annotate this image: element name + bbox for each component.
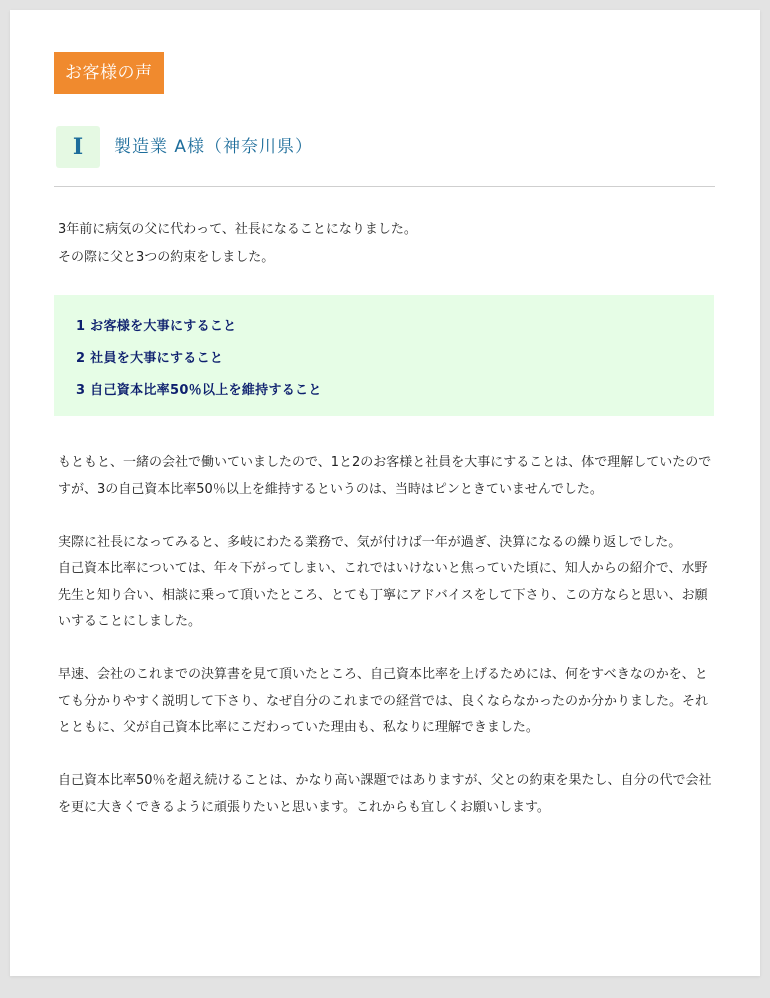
promise-item: 3 自己資本比率50％以上を維持すること <box>76 383 322 398</box>
testimonial-card <box>10 10 760 976</box>
promise-list <box>54 295 714 407</box>
testimonial-body <box>58 450 718 821</box>
testimonial-number: I <box>56 126 100 168</box>
intro-text <box>58 216 713 272</box>
promise-item: 2 社員を大事にすること <box>76 351 224 366</box>
body-paragraph: 自己資本比率については、年々下がってしまい、これではいけないと焦っていた頃に、知人からの紹介で、水野先生と知り合い、相談に乗って頂いたところ、とても丁寧にアドバイスをして下さり、この方ならと思い、お願いすることにしました。 <box>58 561 708 629</box>
intro-line: 3年前に病気の父に代わって、社長になることになりました。 <box>58 222 417 237</box>
promise-box <box>54 295 714 416</box>
testimonial-title: 製造業 A様（神奈川県） <box>114 137 314 157</box>
body-paragraph: 早速、会社のこれまでの決算書を見て頂いたところ、自己資本比率を上げるためには、何をすべきなのかを、とても分かりやすく説明して下さり、なぜ自分のこれまでの経営では、良くならなかったのか分かりました。それとともに、父が自己資本比率にこだわっていた理由も、私なりに理解できました。 <box>58 667 709 735</box>
testimonial-heading <box>54 126 715 187</box>
intro-line: その際に父と3つの約束をしました。 <box>58 250 275 265</box>
section-label: お客様の声 <box>54 52 164 94</box>
body-paragraph: もともと、一緒の会社で働いていましたので、1と2のお客様と社員を大事にすることは、体で理解していたのですが、3の自己資本比率50％以上を維持するというのは、当時はピンときていませんでした。 <box>58 455 712 497</box>
body-paragraph: 自己資本比率50％を超え続けることは、かなり高い課題ではありますが、父との約束を果たし、自分の代で会社を更に大きくできるように頑張りたいと思います。これからも宜しくお願いします。 <box>58 773 712 815</box>
promise-item: 1 お客様を大事にすること <box>76 319 237 334</box>
body-paragraph: 実際に社長になってみると、多岐にわたる業務で、気が付けば一年が過ぎ、決算になるの繰り返しでした。 <box>58 534 682 550</box>
